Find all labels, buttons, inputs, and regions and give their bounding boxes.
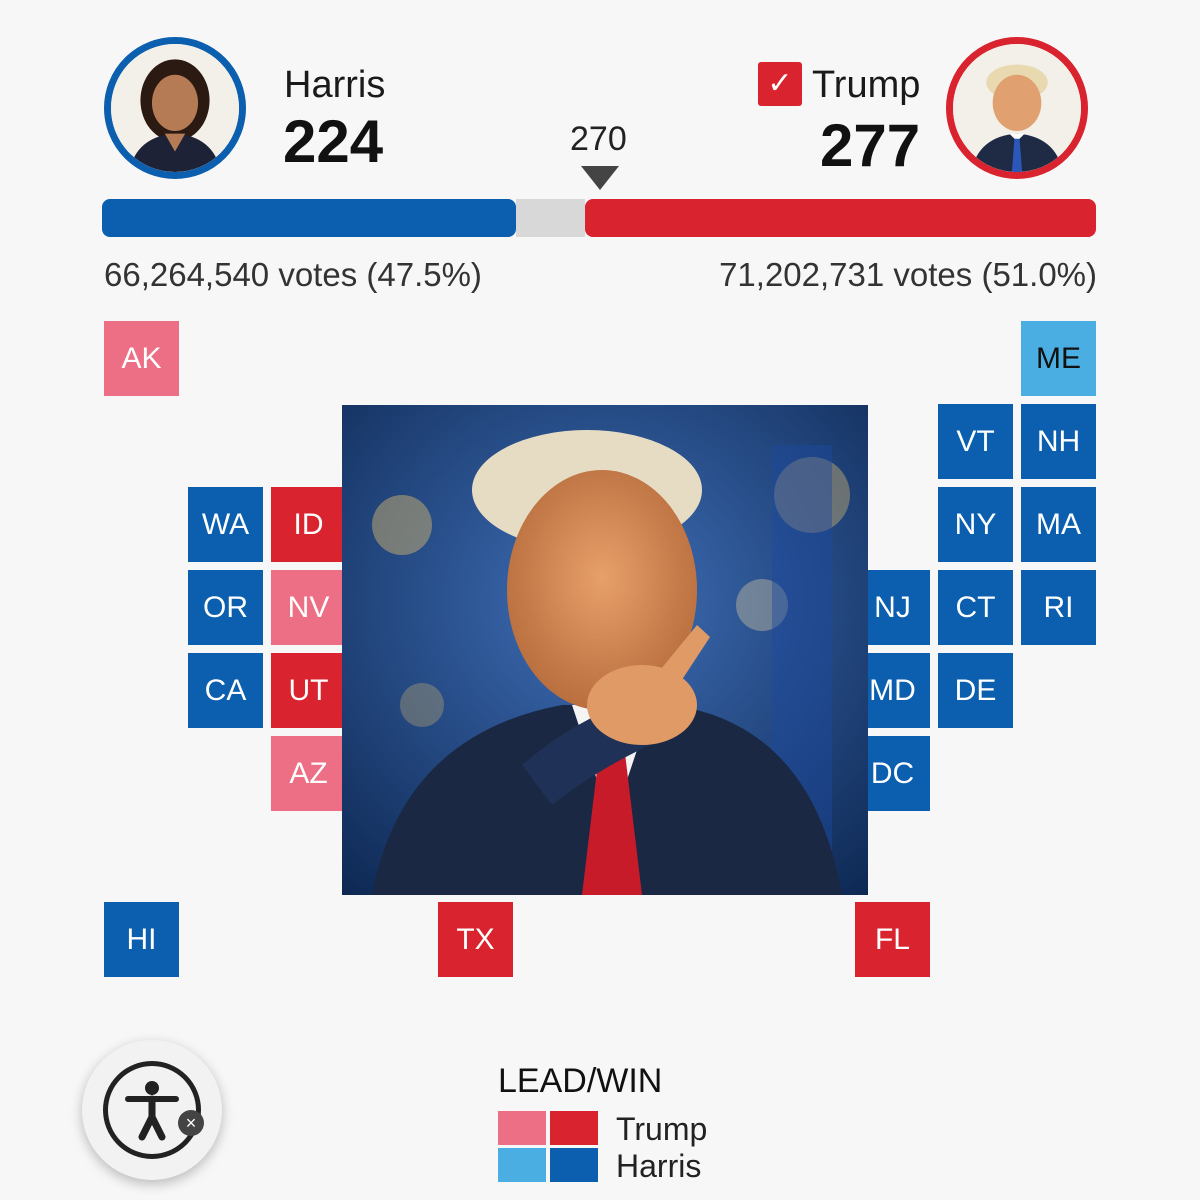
legend-label-harris: Harris xyxy=(616,1148,702,1184)
trump-electoral-bar xyxy=(585,199,1096,237)
state-label: ID xyxy=(293,507,324,541)
state-label: VT xyxy=(956,424,995,458)
legend-swatch-trump-win xyxy=(550,1111,598,1145)
harris-portrait xyxy=(111,44,239,172)
legend-swatch-harris-lead xyxy=(498,1148,546,1182)
state-tile-ma[interactable] xyxy=(1021,487,1096,562)
state-label: ME xyxy=(1036,341,1081,375)
state-label: CT xyxy=(955,590,996,624)
trump-avatar xyxy=(946,37,1088,179)
state-tile-fl[interactable] xyxy=(855,902,930,977)
state-label: AZ xyxy=(289,756,328,790)
state-tile-nv[interactable] xyxy=(271,570,346,645)
state-label: MA xyxy=(1036,507,1081,541)
state-tile-nh[interactable] xyxy=(1021,404,1096,479)
state-label: NH xyxy=(1036,424,1081,458)
trump-electoral-votes: 277 xyxy=(820,112,921,179)
state-label: OR xyxy=(203,590,248,624)
winner-check-icon: ✓ xyxy=(758,62,802,106)
trump-name: Trump xyxy=(812,64,921,106)
state-label: WA xyxy=(201,507,250,541)
accessibility-figure-icon xyxy=(124,1079,180,1141)
harris-electoral-bar xyxy=(102,199,516,237)
harris-name: Harris xyxy=(284,64,386,106)
state-tile-ak[interactable] xyxy=(104,321,179,396)
uncalled-electoral-bar xyxy=(516,199,585,237)
state-tile-ri[interactable] xyxy=(1021,570,1096,645)
state-tile-az[interactable] xyxy=(271,736,346,811)
state-tile-ct[interactable] xyxy=(938,570,1013,645)
state-tile-me[interactable] xyxy=(1021,321,1096,396)
pointing-man-photo xyxy=(342,405,868,895)
harris-popular-votes: 66,264,540 votes (47.5%) xyxy=(104,256,482,293)
state-label: DE xyxy=(954,673,997,707)
close-icon[interactable]: × xyxy=(178,1110,204,1136)
threshold-marker-icon xyxy=(581,166,619,190)
state-label: HI xyxy=(126,922,157,956)
state-label: UT xyxy=(288,673,329,707)
accessibility-button[interactable] xyxy=(82,1040,222,1180)
state-label: NV xyxy=(287,590,330,624)
state-label: CA xyxy=(204,673,247,707)
state-label: NJ xyxy=(874,590,911,624)
state-tile-de[interactable] xyxy=(938,653,1013,728)
state-label: AK xyxy=(121,341,162,375)
state-label: RI xyxy=(1043,590,1074,624)
state-tile-ca[interactable] xyxy=(188,653,263,728)
legend-swatch-trump-lead xyxy=(498,1111,546,1145)
state-label: DC xyxy=(870,756,915,790)
harris-electoral-votes: 224 xyxy=(283,108,384,175)
state-label: FL xyxy=(874,922,910,956)
trump-portrait xyxy=(953,44,1081,172)
state-tile-wa[interactable] xyxy=(188,487,263,562)
legend-title: LEAD/WIN xyxy=(498,1062,663,1100)
state-tile-ut[interactable] xyxy=(271,653,346,728)
legend-swatch-harris-win xyxy=(550,1148,598,1182)
threshold-label: 270 xyxy=(570,120,627,158)
state-tile-ny[interactable] xyxy=(938,487,1013,562)
state-label: MD xyxy=(869,673,916,707)
state-tile-or[interactable] xyxy=(188,570,263,645)
legend-label-trump: Trump xyxy=(616,1111,708,1147)
harris-avatar xyxy=(104,37,246,179)
state-tile-id[interactable] xyxy=(271,487,346,562)
overlay-photo xyxy=(342,405,868,895)
state-tile-hi[interactable] xyxy=(104,902,179,977)
state-tile-vt[interactable] xyxy=(938,404,1013,479)
state-tile-tx[interactable] xyxy=(438,902,513,977)
state-label: TX xyxy=(456,922,495,956)
state-label: NY xyxy=(954,507,997,541)
trump-popular-votes: 71,202,731 votes (51.0%) xyxy=(719,256,1097,293)
